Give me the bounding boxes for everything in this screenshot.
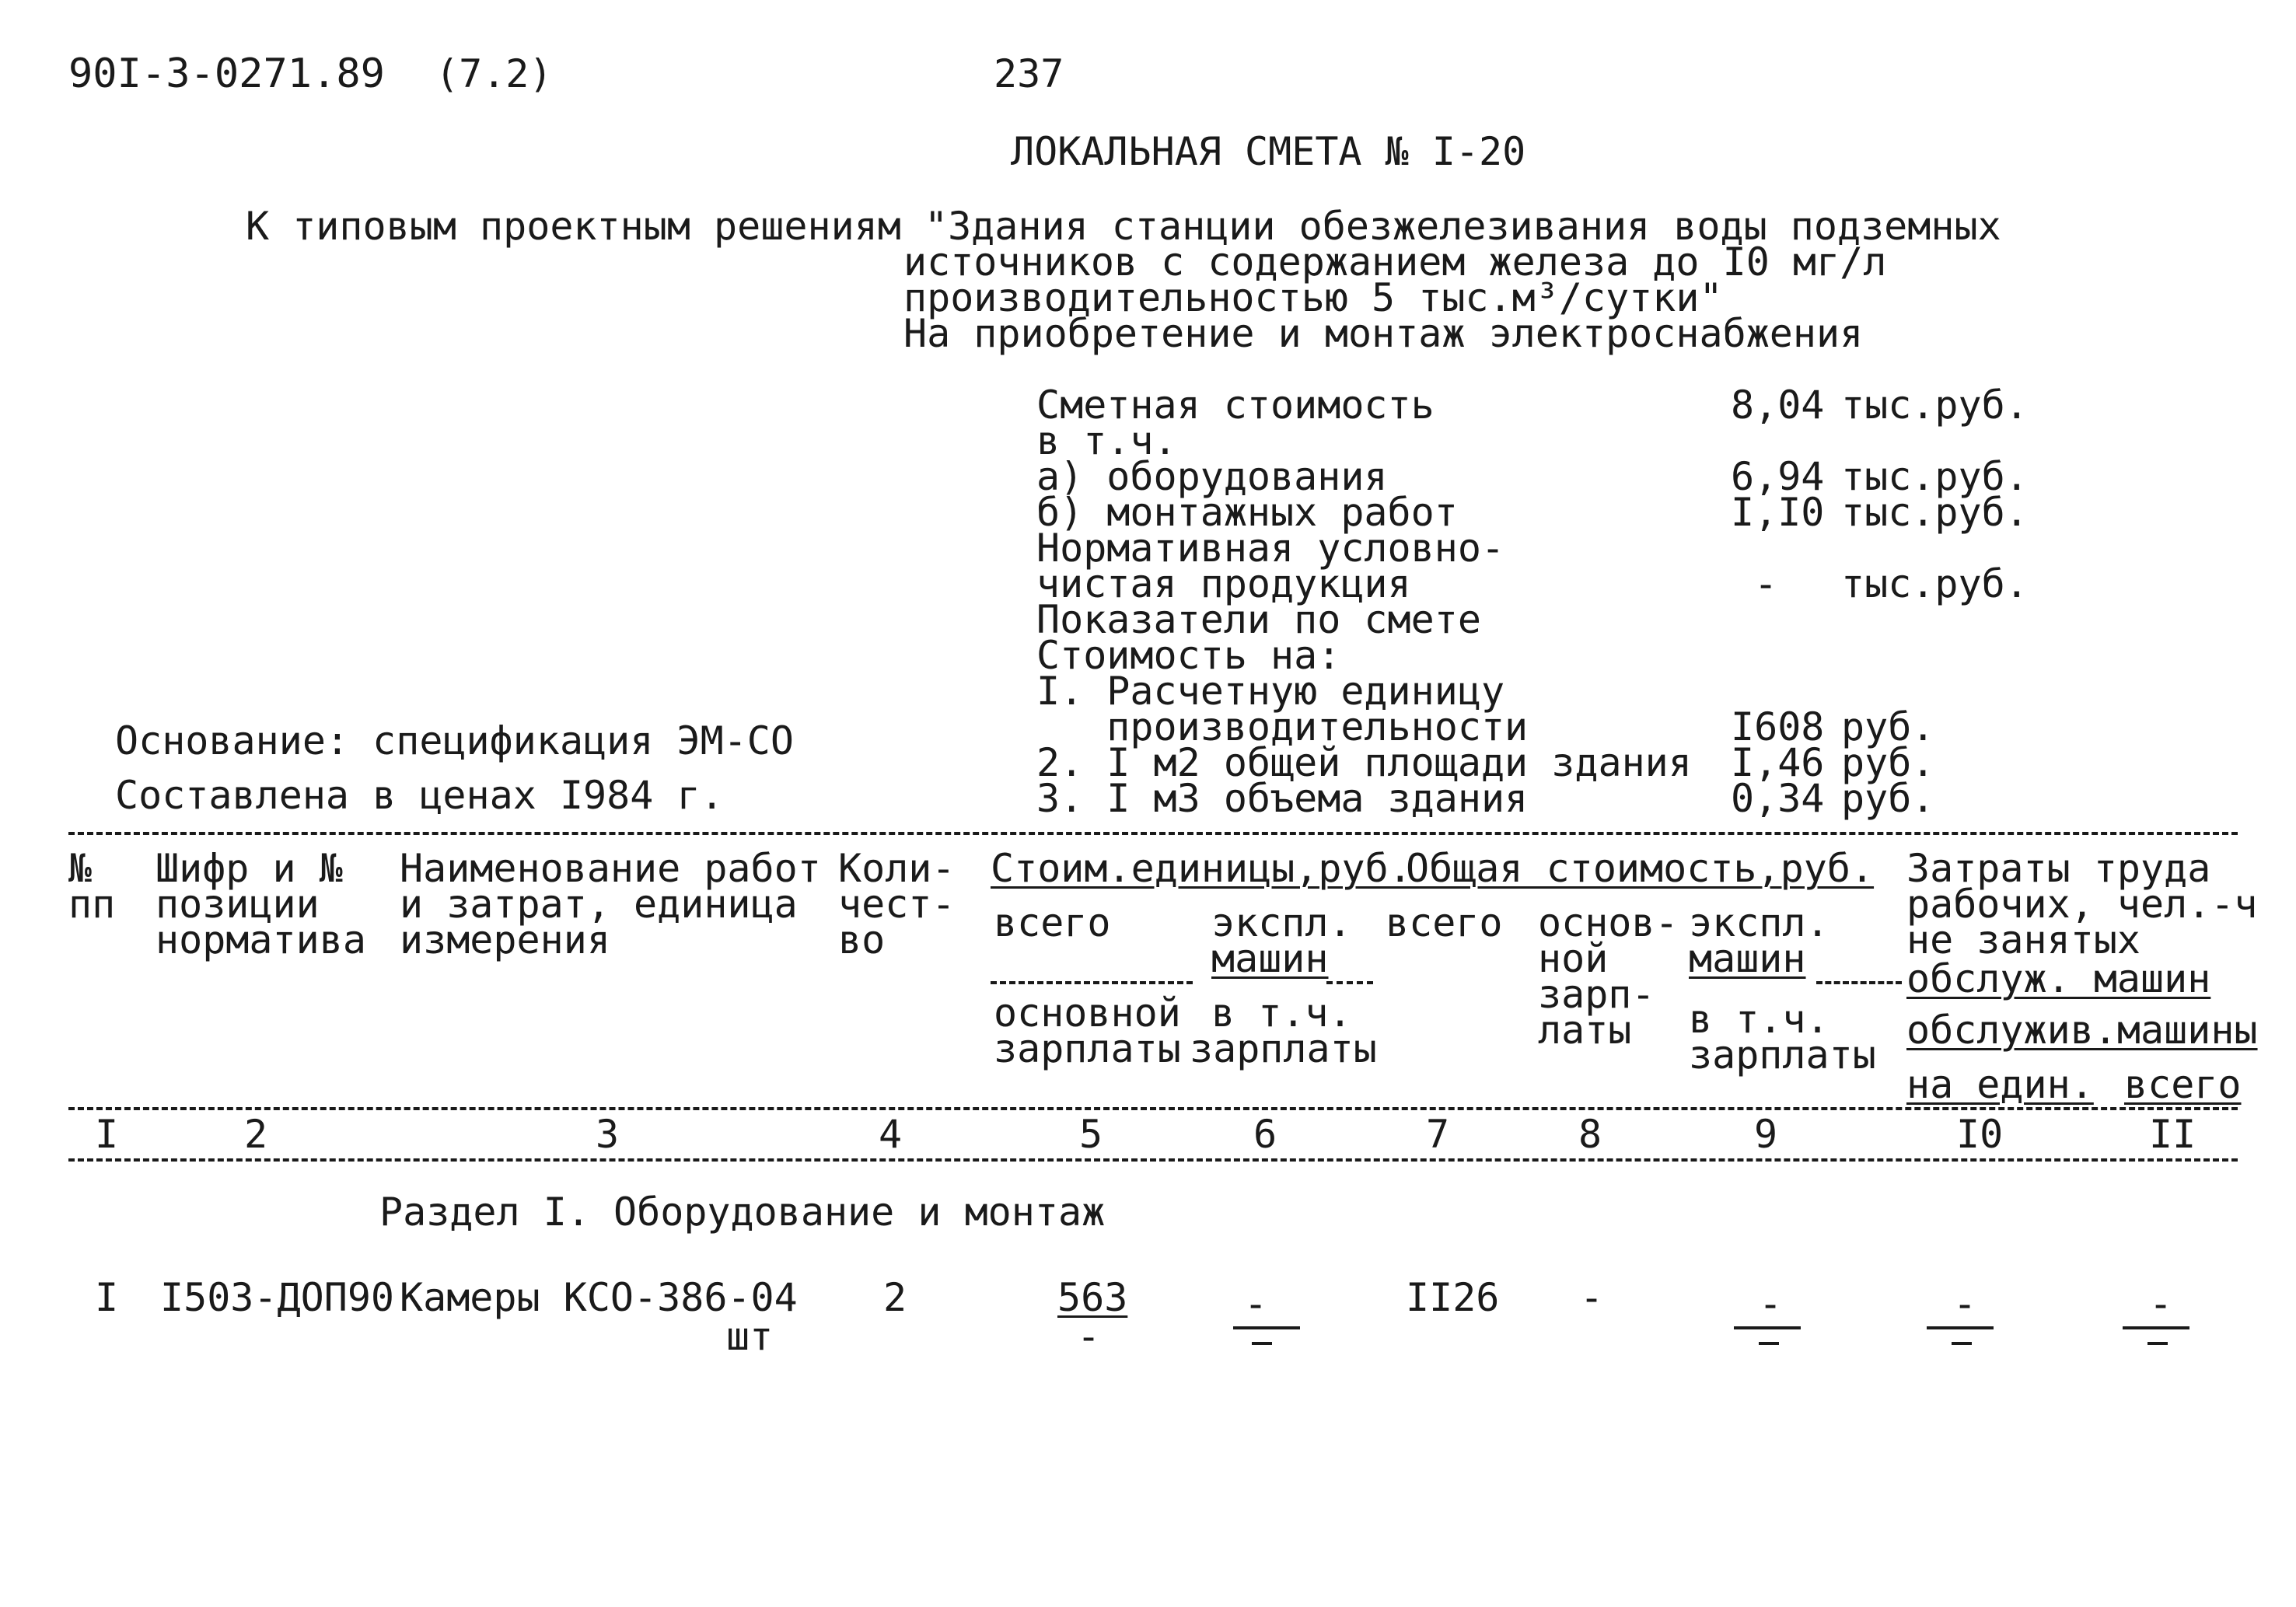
column-number: II xyxy=(2149,1112,2196,1157)
row-labor-unit-sub xyxy=(1952,1342,1972,1345)
header-name: Наименование работ xyxy=(400,846,821,891)
column-number: 3 xyxy=(596,1112,620,1157)
header-bottom-rule xyxy=(68,1107,2238,1110)
summary-unit: тыс.руб. xyxy=(1841,454,2029,499)
summary-label: б) монтажных работ xyxy=(1036,490,1458,535)
row-total-mach-bar xyxy=(1734,1326,1801,1329)
summary-label: 2. I м2 общей площади здания xyxy=(1036,740,1692,785)
summary-value: I,I0 xyxy=(1731,490,1825,535)
column-number: 5 xyxy=(1079,1112,1103,1157)
basis-note: Основание: спецификация ЭМ-СО xyxy=(115,718,794,763)
row-labor-unit: - xyxy=(1953,1281,1977,1326)
header-labor-maint: обслуж. машин xyxy=(1906,956,2211,1001)
summary-value: - xyxy=(1754,561,1778,606)
row-unit-cost: 563 xyxy=(1057,1275,1128,1320)
header-labor-serv: обслужив.машины xyxy=(1906,1008,2258,1053)
header-total-incl: в т.ч. xyxy=(1689,997,1829,1042)
summary-value: I608 xyxy=(1731,704,1825,749)
column-number: 8 xyxy=(1578,1112,1602,1157)
row-labor-total: - xyxy=(2149,1281,2173,1326)
summary-label: Нормативная условно- xyxy=(1036,526,1505,571)
column-numbers-rule xyxy=(68,1158,2238,1162)
header-total-base: зарп- xyxy=(1538,972,1655,1017)
summary-unit: руб. xyxy=(1841,704,1935,749)
header-code: Шифр и № xyxy=(156,846,343,891)
header-labor: рабочих, чел.-ч xyxy=(1906,882,2258,927)
header-total-mach: экспл. xyxy=(1689,900,1829,945)
summary-unit: тыс.руб. xyxy=(1841,561,2029,606)
row-mach-sub xyxy=(1252,1342,1272,1345)
summary-label: 3. I м3 объема здания xyxy=(1036,776,1529,821)
summary-label: в т.ч. xyxy=(1036,418,1177,463)
column-number: 6 xyxy=(1253,1112,1277,1157)
section-title: Раздел I. Оборудование и монтаж xyxy=(379,1190,1106,1235)
summary-unit: тыс.руб. xyxy=(1841,383,2029,428)
header-unit-incl: зарплаты xyxy=(1190,1026,1377,1071)
column-number: 2 xyxy=(244,1112,268,1157)
header-qty: Коли- xyxy=(838,846,956,891)
row-unit-cost-sub: - xyxy=(1077,1314,1101,1359)
header-num: № xyxy=(68,846,93,891)
row-labor-total-sub xyxy=(2147,1342,2168,1345)
header-unit-mach: машин xyxy=(1211,936,1329,981)
row-number: I xyxy=(95,1275,119,1320)
header-unit-cost-group: Стоим.единицы,руб. xyxy=(991,846,1412,891)
summary-value: I,46 xyxy=(1731,740,1825,785)
row-name: Камеры КСО-386-04 xyxy=(400,1275,798,1320)
row-mach-bar xyxy=(1233,1326,1300,1329)
table-top-rule xyxy=(68,832,2238,835)
summary-unit: руб. xyxy=(1841,776,1935,821)
header-code: позиции xyxy=(156,882,320,927)
document-code: 90I-3-0271.89 xyxy=(68,51,385,97)
header-unit-divider xyxy=(1326,981,1373,984)
summary-label: I. Расчетную единицу xyxy=(1036,669,1505,714)
header-total-mach: машин xyxy=(1689,936,1806,981)
header-unit-incl: в т.ч. xyxy=(1211,990,1352,1036)
header-unit-base: основной xyxy=(994,990,1181,1036)
summary-unit: тыс.руб. xyxy=(1841,490,2029,535)
compiled-note: Составлена в ценах I984 г. xyxy=(115,773,724,818)
row-base: - xyxy=(1580,1275,1604,1320)
row-total: II26 xyxy=(1406,1275,1500,1320)
document-title: ЛОКАЛЬНАЯ СМЕТА № I-20 xyxy=(1011,129,1526,174)
header-qty: чест- xyxy=(838,882,956,927)
row-total-mach-sub xyxy=(1759,1342,1779,1345)
header-labor-total: всего xyxy=(2124,1062,2242,1107)
subtitle-line-3: производительностью 5 тыс.м³/сутки" xyxy=(903,275,1723,320)
page-number: 237 xyxy=(994,51,1064,96)
header-total-all: всего xyxy=(1386,900,1503,945)
summary-value: 6,94 xyxy=(1731,454,1825,499)
subtitle-line-2: источников с содержанием железа до I0 мг/л xyxy=(903,239,1887,285)
column-number: I xyxy=(95,1112,119,1157)
header-unit-total: всего xyxy=(994,900,1111,945)
row-qty: 2 xyxy=(883,1275,907,1320)
row-labor-unit-bar xyxy=(1927,1326,1994,1329)
summary-label: производительности xyxy=(1036,704,1529,749)
header-labor-unit: на един. xyxy=(1906,1062,2094,1107)
section-reference: (7.2) xyxy=(435,51,553,96)
header-total-divider xyxy=(1816,981,1902,984)
row-code: I503-ДОП90 xyxy=(160,1275,395,1320)
header-code: норматива xyxy=(156,917,366,962)
header-labor: не занятых xyxy=(1906,917,2141,962)
header-name: и затрат, единица xyxy=(400,882,798,927)
column-number: 4 xyxy=(879,1112,903,1157)
column-number: 9 xyxy=(1754,1112,1778,1157)
header-unit-mach: экспл. xyxy=(1211,900,1352,945)
subtitle-line-4: На приобретение и монтаж электроснабжения xyxy=(903,311,1864,356)
header-unit-base: зарплаты xyxy=(994,1026,1181,1071)
summary-label: чистая продукция xyxy=(1036,561,1411,606)
summary-label: Показатели по смете xyxy=(1036,597,1481,642)
header-qty: во xyxy=(838,917,886,962)
header-name: измерения xyxy=(400,917,610,962)
row-unit: шт xyxy=(726,1314,774,1359)
summary-value: 8,04 xyxy=(1731,383,1825,428)
summary-unit: руб. xyxy=(1841,740,1935,785)
row-total-mach: - xyxy=(1759,1281,1783,1326)
header-total-cost-group: Общая стоимость,руб. xyxy=(1406,846,1875,891)
header-unit-divider xyxy=(991,981,1193,984)
row-labor-total-bar xyxy=(2123,1326,2189,1329)
header-total-incl: зарплаты xyxy=(1689,1032,1876,1078)
subtitle-line-1: К типовым проектным решениям "Здания станции обезжелезивания воды подземных xyxy=(246,204,2001,249)
header-total-base: латы xyxy=(1538,1008,1632,1053)
column-number: 7 xyxy=(1426,1112,1450,1157)
header-num: пп xyxy=(68,882,116,927)
summary-label: Сметная стоимость xyxy=(1036,383,1435,428)
summary-label: а) оборудования xyxy=(1036,454,1388,499)
header-total-base: ной xyxy=(1538,936,1609,981)
summary-label: Стоимость на: xyxy=(1036,633,1341,678)
header-labor: Затраты труда xyxy=(1906,846,2211,891)
header-total-base: основ- xyxy=(1538,900,1679,945)
column-number: I0 xyxy=(1956,1112,2004,1157)
summary-value: 0,34 xyxy=(1731,776,1825,821)
row-mach: - xyxy=(1244,1281,1268,1326)
